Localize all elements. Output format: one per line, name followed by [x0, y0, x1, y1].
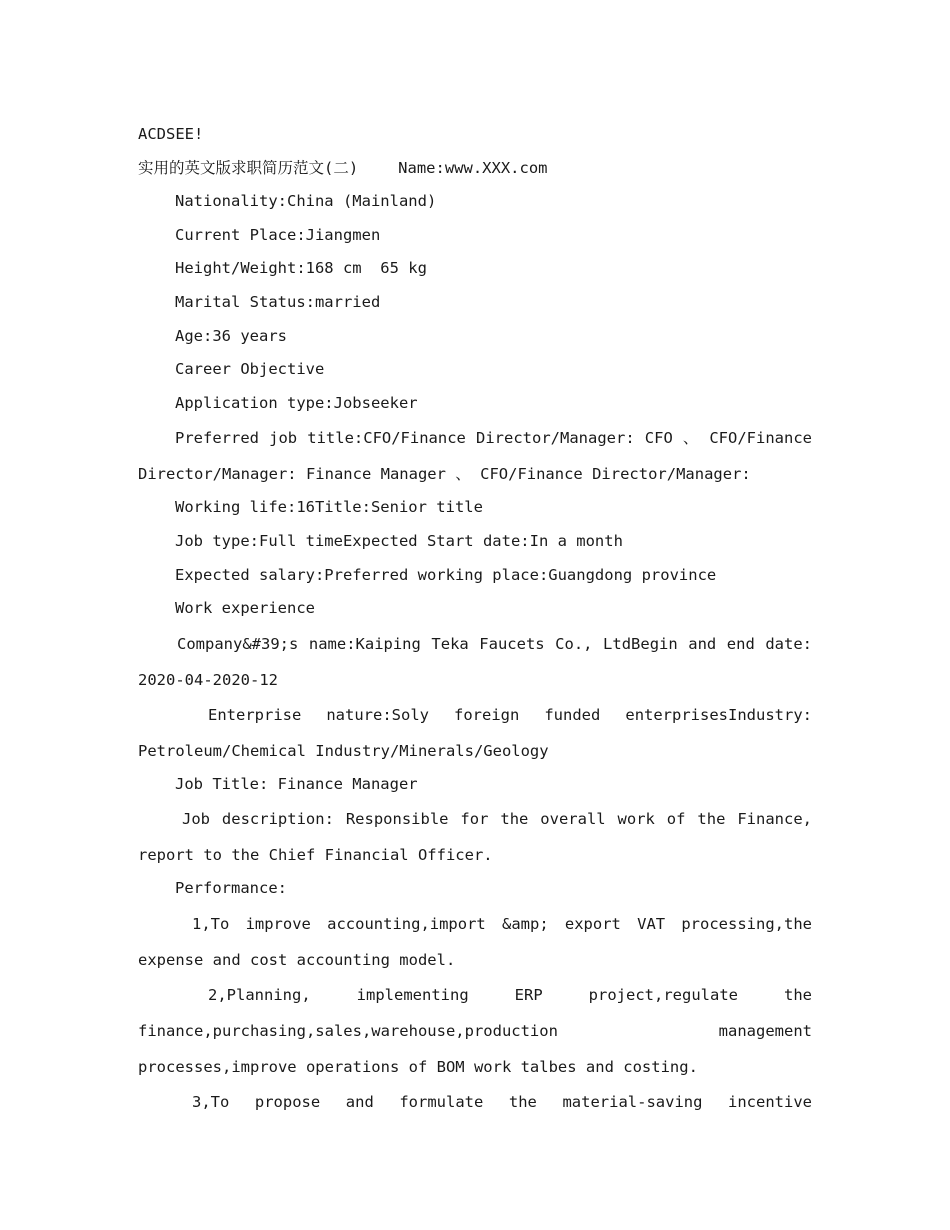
application-type-field: Application type:Jobseeker: [175, 393, 418, 412]
expected-salary-field: Expected salary:Preferred working place:Guangdong province: [175, 565, 717, 584]
marital-status-field: Marital Status:married: [175, 292, 381, 311]
work-experience-heading: Work experience: [175, 599, 315, 618]
candidate-name: Name:www.XXX.com: [398, 158, 548, 177]
preferred-job-title-field: Preferred job title:CFO/Finance Director/Manager: CFO 、 CFO/Finance Director/Manager: Finance Manager 、 CFO/Finance Director/Manager:: [138, 429, 812, 484]
job-type-field: Job type:Full timeExpected Start date:In a month: [175, 531, 623, 550]
career-objective-heading: Career Objective: [175, 360, 325, 379]
performance-item-3: 3,To propose and formulate the material-saving incentive: [192, 1092, 812, 1111]
enterprise-nature-field: Enterprise nature:Soly foreign funded enterprisesIndustry: Petroleum/Chemical Industry/Minerals/Geology: [138, 705, 812, 760]
document-heading: ACDSEE!: [138, 125, 204, 143]
age-field: Age:36 years: [175, 326, 287, 345]
performance-item-1: 1,To improve accounting,import &amp; export VAT processing,the expense and cost accounting model.: [138, 914, 812, 969]
job-description-field: Job description: Responsible for the overall work of the Finance, report to the Chief Financial Officer.: [138, 810, 812, 865]
current-place-field: Current Place:Jiangmen: [175, 225, 381, 244]
nationality-field: Nationality:China (Mainland): [175, 192, 437, 211]
document-title: 实用的英文版求职简历范文(二): [138, 158, 359, 177]
resume-document: [138, 118, 812, 1119]
working-life-field: Working life:16Title:Senior title: [175, 498, 483, 517]
performance-heading: Performance:: [175, 879, 287, 898]
performance-item-2: 2,Planning, implementing ERP project,regulate the finance,purchasing,sales,warehouse,production management processes,improve operations of BOM work talbes and costing.: [138, 985, 812, 1076]
company-field: Company&#39;s name:Kaiping Teka Faucets Co., LtdBegin and end date: 2020-04-2020-12: [138, 634, 812, 689]
job-title-field: Job Title: Finance Manager: [175, 774, 418, 793]
height-weight-field: Height/Weight:168 cm 65 kg: [175, 259, 427, 278]
title-line: [138, 152, 812, 186]
